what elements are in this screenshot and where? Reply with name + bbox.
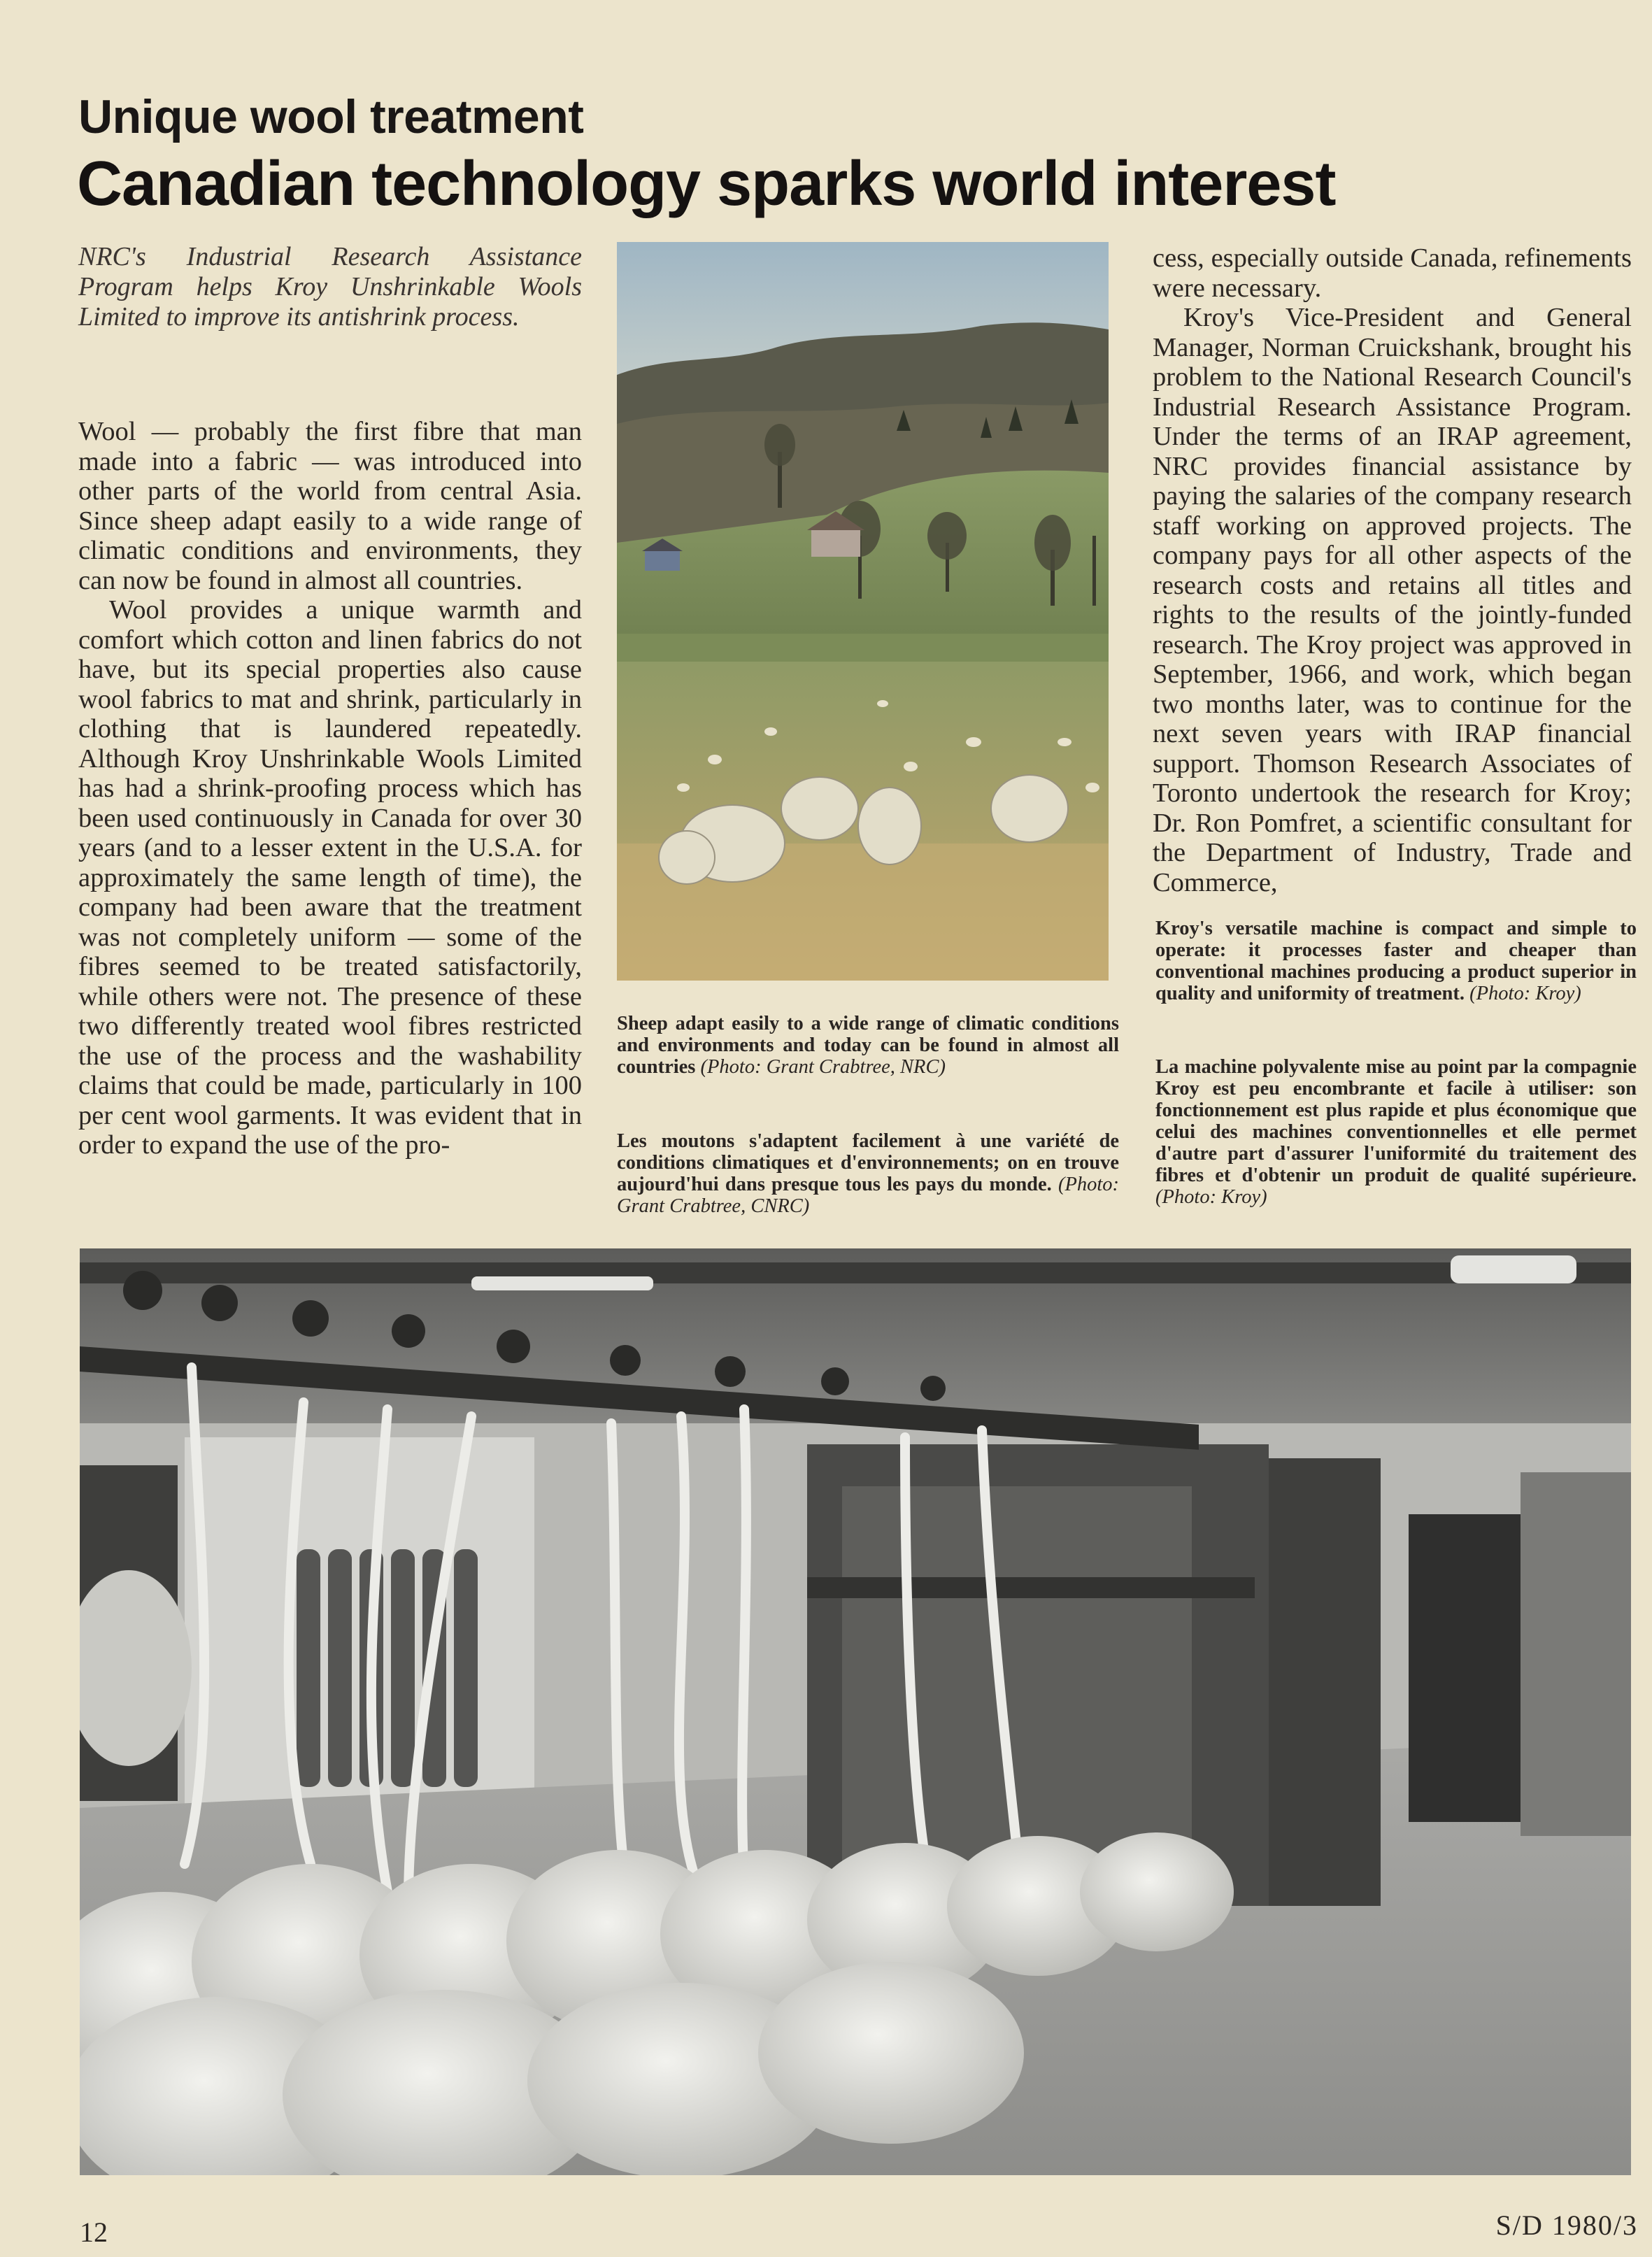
machine-photo: [80, 1248, 1631, 2175]
body-column-right: [1153, 243, 1632, 897]
machine-caption-french: [1155, 1056, 1637, 1208]
body-paragraph: Wool provides a unique warmth and comfort which cotton and linen fabrics do not have, but its special properties also cause wool fabrics to mat and shrink, particularly in clothing that is laundered repeatedly. Although Kroy Unshrinkable Wools Limited has had a shrink-proofing process which has been used continuously in Canada for over 30 years (and to a lesser extent in the U.S.A. for approximately the same length of time), the company had been aware that the treatment was not completely uniform — some of the fibres seemed to be treated satisfactorily, while others were not. The presence of these two differently treated wool fibres restricted the use of the process and the washability claims that could be made, particularly in 100 per cent wool garments. It was evident that in order to expand the use of the pro-: [78, 595, 582, 1160]
article-kicker: Unique wool treatment: [78, 90, 584, 143]
sheep-photo: [617, 242, 1109, 981]
machine-caption-english: [1155, 918, 1637, 1004]
photo-credit: (Photo: Kroy): [1469, 983, 1581, 1004]
sheep-caption-english: [617, 1013, 1119, 1078]
caption-text: Sheep adapt easily to a wide range of climatic conditions and environments and today can be found in almost all countries: [617, 1013, 1119, 1078]
body-paragraph: Kroy's Vice-President and General Manager, Norman Cruickshank, brought his problem to the National Research Council's Industrial Research Assistance Program. Under the terms of an IRAP agreement, NRC provides financial assistance by paying the salaries of the company research staff working on approved projects. The company pays for all other aspects of the research costs and retains all titles and rights to the results of the jointly-funded research. The Kroy project was approved in September, 1966, and work, which began two months later, was to continue for the next seven years with IRAP financial support. Thomson Research Associates of Toronto undertook the research for Kroy; Dr. Ron Pomfret, a scientific consultant for the Department of Industry, Trade and Commerce,: [1153, 303, 1632, 897]
body-paragraph: cess, especially outside Canada, refinements were necessary.: [1153, 243, 1632, 303]
photo-credit: (Photo: Kroy): [1155, 1186, 1267, 1208]
body-column-left: [78, 417, 582, 1160]
sheep-caption-french: [617, 1130, 1119, 1217]
caption-text: La machine polyvalente mise au point par la compagnie Kroy est peu encombrante et facile à utiliser: son fonctionnement est plus rapide et plus économique que celui des machines conventionnelles et elle permet d'autre part d'assurer l'uniformité du traitement des fibres et d'obtenir un produit de qualité supérieure.: [1155, 1056, 1637, 1186]
article-deck: NRC's Industrial Research Assistance Program helps Kroy Unshrinkable Wools Limited to improve its antishrink process.: [78, 242, 582, 332]
photo-credit: (Photo: Grant Crabtree, NRC): [700, 1056, 946, 1078]
article-headline: Canadian technology sparks world interest: [77, 149, 1336, 219]
page-number: 12: [80, 2216, 108, 2248]
body-paragraph: Wool — probably the first fibre that man made into a fabric — was introduced into other parts of the world from central Asia. Since sheep adapt easily to a wide range of climatic conditions and environments, they can now be found in almost all countries.: [78, 417, 582, 595]
caption-text: Les moutons s'adaptent facilement à une variété de conditions climatiques et d'environnements; on en trouve aujourd'hui dans presque tous les pays du monde.: [617, 1130, 1119, 1195]
caption-text: Kroy's versatile machine is compact and simple to operate: it processes faster and cheaper than conventional machines producing a product superior in quality and uniformity of treatment.: [1155, 918, 1637, 1004]
issue-label: S/D 1980/3: [1495, 2209, 1638, 2241]
photo-credit: (Photo: Grant Crabtree, CNRC): [617, 1174, 1120, 1217]
